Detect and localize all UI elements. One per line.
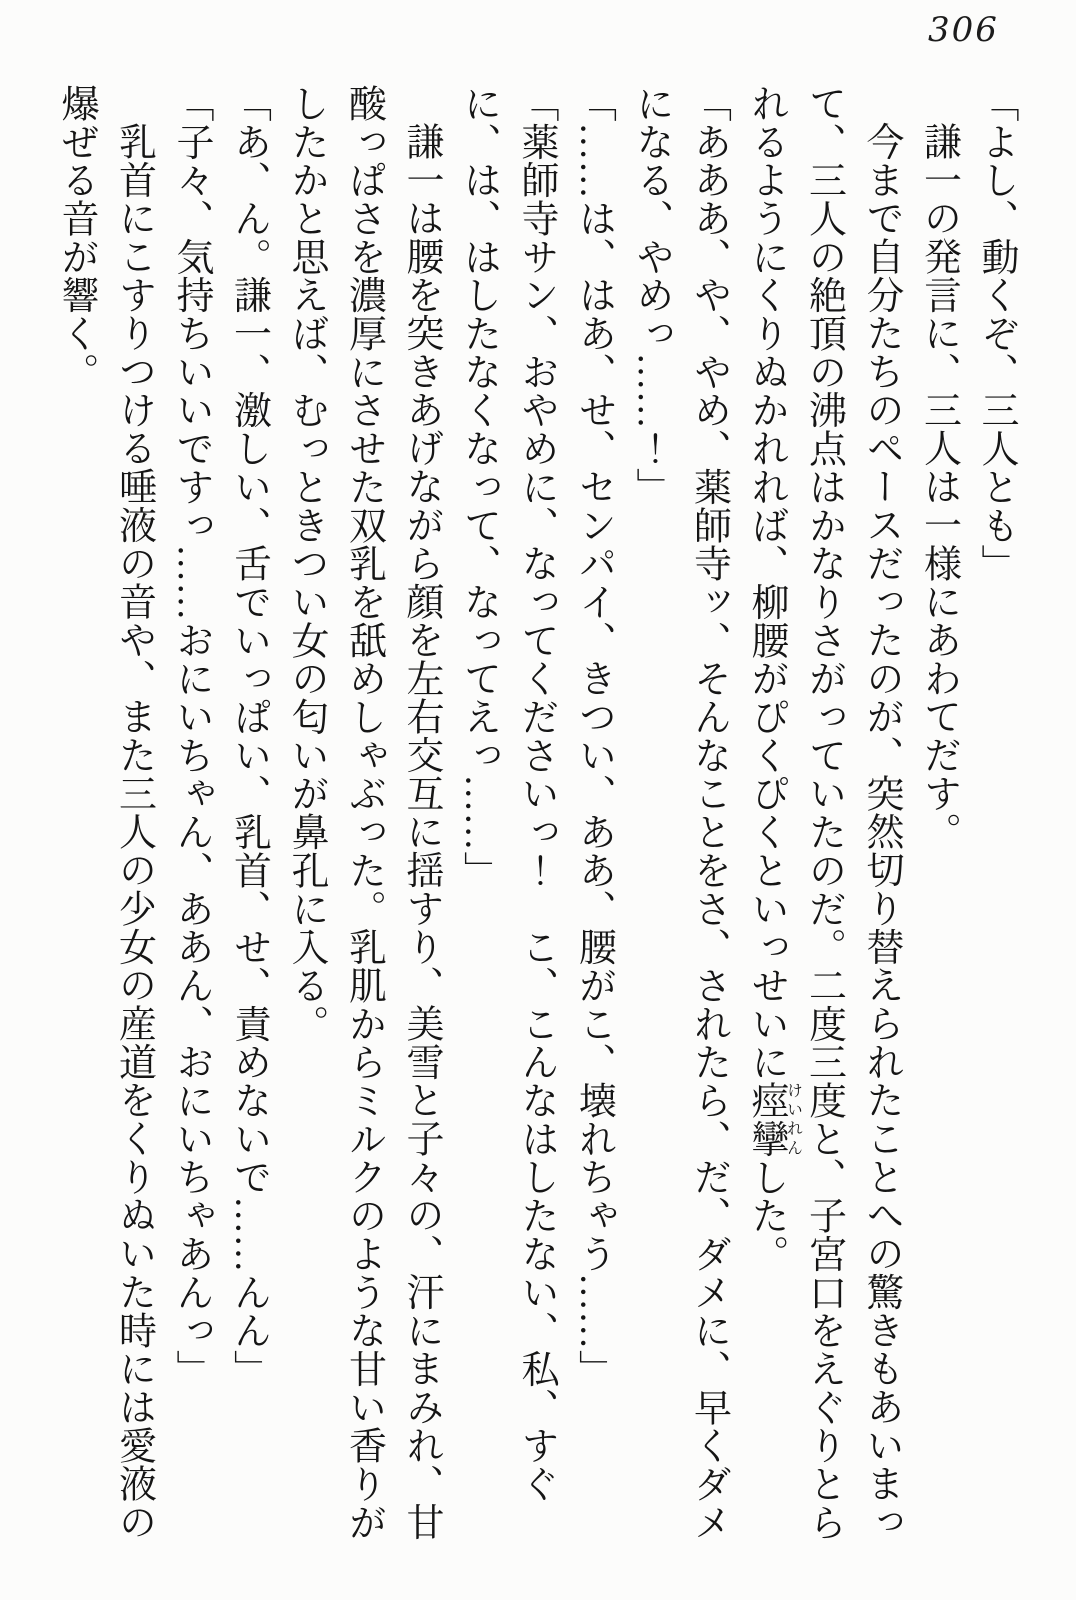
paragraph: 謙一の発言に、三人は一様にあわてだす。 (917, 122, 960, 851)
paragraph: 乳首にこすりつける唾液の音や、また三人の少女の産道をくりぬいた時には愛液の爆ぜる音が響く。 (55, 84, 155, 1541)
paragraph: 「……は、はあ、せ、センパイ、きつい、ああ、腰がこ、壊れちゃう……」 (572, 84, 615, 1388)
furigana: けいれん (784, 1081, 802, 1158)
paragraph: 「あああ、や、やめ、薬師寺ッ、そんなことをさ、されたら、だ、ダメに、早くダメになる、やめっ……！」 (630, 84, 730, 1542)
body-text (47, 84, 1025, 1544)
ruby-annotated-word: 痙攣けいれん (745, 1081, 802, 1158)
paragraph: 「子々、気持ちいいですっ……おにいちゃん、ああん、おにいちゃあんっ」 (170, 84, 212, 1388)
paragraph: 今まで自分たちのペースだったのが、突然切り替えられたことへの驚きもあいまって、三人の絶頂の沸点はかなりさがっていたのだ。二度三度と、子宮口をえぐりとられるようにくりぬかれれば、柳腰がぴくぴくといっせいに痙攣けいれんした。 (745, 84, 902, 1542)
paragraph: 「あ、ん。謙一、激しい、舌でいっぱい、乳首、せ、責めないで……んん」 (227, 84, 270, 1388)
paragraph: 「よし、動くぞ、三人とも」 (975, 84, 1017, 583)
page-number: 306 (928, 10, 999, 50)
paragraph: 謙一は腰を突きあげながら顔を左右交互に揺すり、美雪と子々の、汗にまみれ、甘酸っぱさを濃厚にさせた双乳を舐めしゃぶった。乳肌からミルクのような甘い香りがしたかと思えば、むっときつい女の匂いが鼻孔に入る。 (285, 84, 442, 1542)
paragraph: 「薬師寺サン、おやめに、なってくださいっ！ こ、こんなはしたない、私、すぐに、は、はしたなくなって、なってえっ……」 (457, 84, 557, 1503)
